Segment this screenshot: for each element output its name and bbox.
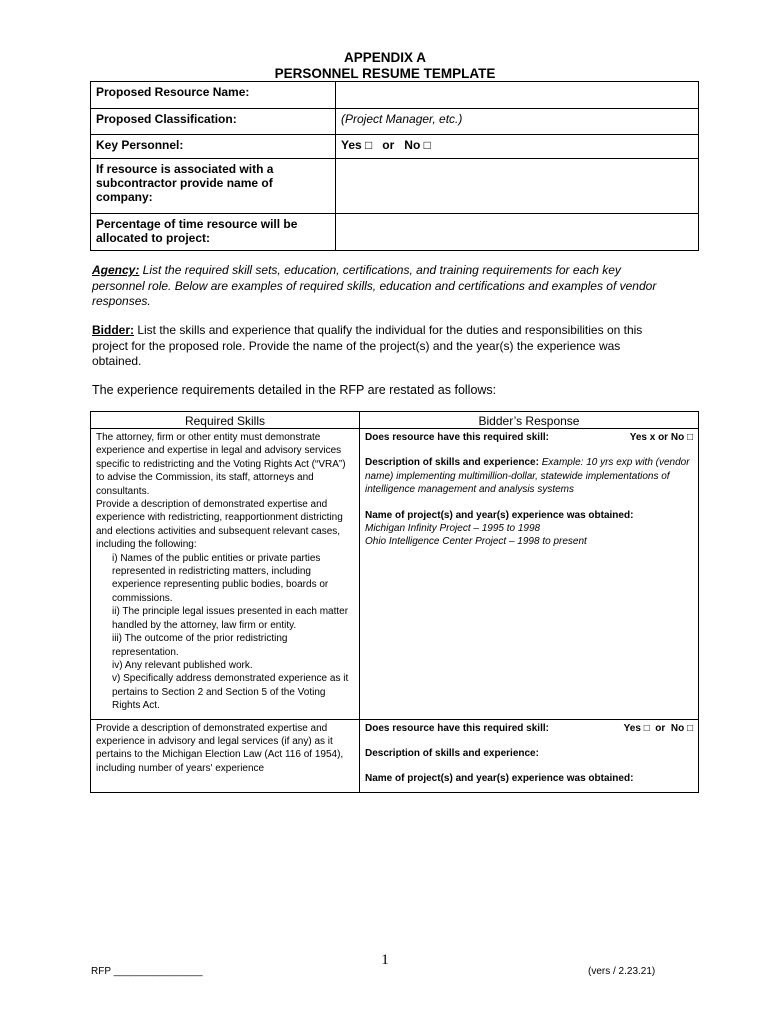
bidder-text: List the skills and experience that qualify the individual for the duties and responsibilities on this project for the proposed role. Provide the name of the project(s) and the year(s) the experience was obtained.	[92, 323, 643, 368]
key-personnel-label: Key Personnel:	[91, 135, 336, 159]
subcontractor-value	[336, 159, 699, 214]
version-footer: (vers / 2.23.21)	[588, 966, 656, 977]
required-skills-header: Required Skills	[91, 412, 360, 429]
bidder-response-cell-1	[360, 429, 699, 720]
skills-description-block	[365, 456, 693, 496]
skill-description: Provide a description of demonstrated expertise and experience with redistricting, reapportionment districting and elections activities and subsequent relevant cases, including the following:	[96, 499, 343, 551]
agency-paragraph	[92, 263, 672, 310]
skill-question-row	[365, 431, 693, 444]
bidder-paragraph	[92, 323, 672, 370]
skill-item-iii: iii) The outcome of the prior redistricting representation.	[112, 633, 288, 658]
skills-description-example: Example: 10 yrs exp with (vendor name) implementing multimillion-dollar, statewide implementations of intelligence management and analysis systems	[365, 457, 690, 496]
classification-value: (Project Manager, etc.)	[336, 109, 699, 135]
project-entry-1: Michigan Infinity Project – 1995 to 1998	[365, 523, 541, 535]
skill-item-v: v) Specifically address demonstrated experience as it pertains to Section 2 and Section 5 of the Voting Rights Act.	[112, 673, 349, 712]
classification-label: Proposed Classification:	[91, 109, 336, 135]
resource-name-label: Proposed Resource Name:	[91, 82, 336, 109]
required-skills-cell-2	[91, 719, 360, 792]
election-law-skill: Provide a description of demonstrated expertise and experience in advisory and legal services (if any) as it pertains to the Michigan Election Law (Act 116 of 1954), including number of years' experience	[96, 722, 344, 774]
bidder-response-cell-2	[360, 719, 699, 792]
skill-yes-no-2: Yes □ or No □	[623, 722, 693, 734]
bidders-response-header: Bidder’s Response	[360, 412, 699, 429]
key-personnel-options: Yes □ or No □	[341, 138, 431, 152]
skill-question-2: Does resource have this required skill:	[365, 722, 549, 734]
resource-info-table	[90, 81, 699, 251]
skills-description-label: Description of skills and experience:	[365, 457, 539, 469]
skill-yes-no: Yes x or No □	[629, 432, 693, 443]
skill-intro: The attorney, firm or other entity must demonstrate experience and expertise in legal and advisory services specific to redistricting and the Voting Rights Act (“VRA”) to advise the Commission, its staff, attorneys and consultants.	[96, 432, 346, 497]
required-skills-cell-1	[91, 429, 360, 720]
skill-item-iv: iv) Any relevant published work.	[112, 659, 253, 671]
project-experience-label-2: Name of project(s) and year(s) experience was obtained:	[365, 773, 634, 785]
percentage-label: Percentage of time resource will be allocated to project:	[91, 214, 336, 251]
project-experience-label: Name of project(s) and year(s) experience was obtained:	[365, 509, 634, 521]
skill-item-i: i) Names of the public entities or private parties represented in redistricting matters, including experience representing public bodies, boards or commissions.	[112, 552, 329, 604]
percentage-value	[336, 214, 699, 251]
skills-description-label-2: Description of skills and experience:	[365, 747, 539, 759]
agency-text: List the required skill sets, education, certifications, and training requirements for each key personnel role. Below are examples of required skills, education and certifications and examples of vendor responses.	[92, 263, 657, 308]
skill-question: Does resource have this required skill:	[365, 432, 549, 443]
resource-name-value	[336, 82, 699, 109]
bidder-label: Bidder:	[92, 323, 134, 337]
restated-sentence: The experience requirements detailed in the RFP are restated as follows:	[92, 383, 497, 397]
subcontractor-label: If resource is associated with a subcontractor provide name of company:	[91, 159, 336, 214]
appendix-heading: APPENDIX A	[343, 50, 426, 65]
project-entry-2: Ohio Intelligence Center Project – 1998 to present	[365, 536, 587, 548]
skills-table	[90, 411, 699, 793]
key-personnel-value	[336, 135, 699, 159]
skill-question-row-2	[365, 722, 693, 735]
agency-label: Agency:	[92, 263, 140, 277]
template-title: PERSONNEL RESUME TEMPLATE	[274, 66, 496, 81]
skill-item-ii: ii) The principle legal issues presented in each matter handled by the attorney, law firm or entity.	[112, 606, 349, 631]
rfp-footer: RFP ________________	[91, 966, 203, 977]
page-number: 1	[381, 952, 389, 968]
